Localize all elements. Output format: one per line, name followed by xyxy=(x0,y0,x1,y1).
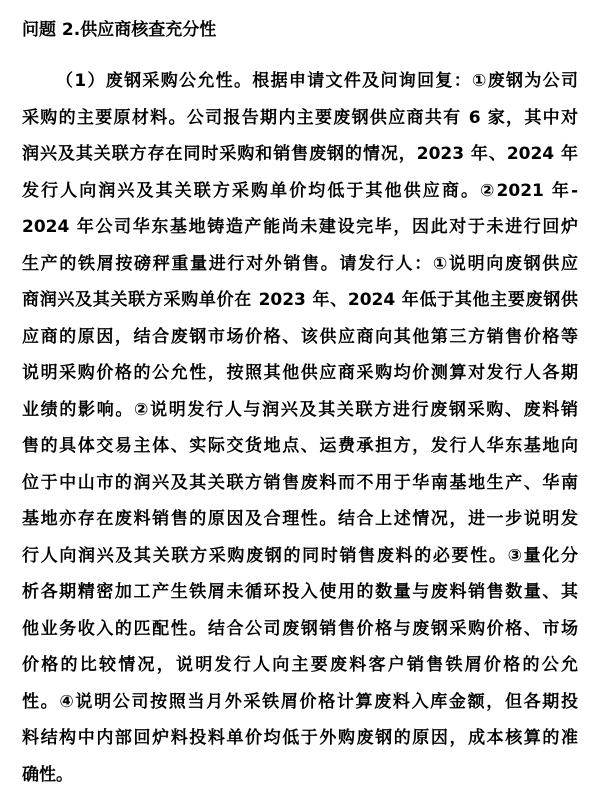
paragraph-line: 商润兴及其关联方采购单价在 2023 年、2024 年低于其他主要废钢供 xyxy=(22,282,578,319)
paragraph-line: 位于中山市的润兴及其关联方销售废料而不用于华南基地生产、华南 xyxy=(22,465,578,502)
paragraph-line: 应商的原因，结合废钢市场价格、该供应商向其他第三方销售价格等 xyxy=(22,319,578,356)
paragraph-line: 说明采购价格的公允性，按照其他供应商采购均价测算对发行人各期 xyxy=(22,355,578,392)
paragraph-line: 析各期精密加工产生铁屑未循环投入使用的数量与废料销售数量、其 xyxy=(22,574,578,611)
paragraph-line: 业绩的影响。②说明发行人与润兴及其关联方进行废钢采购、废料销 xyxy=(22,392,578,429)
question-paragraph xyxy=(22,63,578,793)
paragraph-line: 基地亦存在废料销售的原因及合理性。结合上述情况，进一步说明发 xyxy=(22,501,578,538)
paragraph-line: 采购的主要原材料。公司报告期内主要废钢供应商共有 6 家，其中对 xyxy=(22,100,578,137)
question-heading: 问题 2.供应商核查充分性 xyxy=(22,18,216,42)
paragraph-line: 确性。 xyxy=(22,757,578,793)
paragraph-line: 价格的比较情况，说明发行人向主要废料客户销售铁屑价格的公允 xyxy=(22,647,578,684)
paragraph-line: 生产的铁屑按磅秤重量进行对外销售。请发行人：①说明向废钢供应 xyxy=(22,246,578,283)
paragraph-line: 行人向润兴及其关联方采购废钢的同时销售废料的必要性。③量化分 xyxy=(22,538,578,575)
paragraph-line: （1）废钢采购公允性。根据申请文件及问询回复：①废钢为公司 xyxy=(22,63,578,100)
paragraph-line: 性。④说明公司按照当月外采铁屑价格计算废料入库金额，但各期投 xyxy=(22,684,578,721)
paragraph-line: 售的具体交易主体、实际交货地点、运费承担方，发行人华东基地向 xyxy=(22,428,578,465)
paragraph-line: 2024 年公司华东基地铸造产能尚未建设完毕，因此对于未进行回炉 xyxy=(22,209,578,246)
paragraph-line: 他业务收入的匹配性。结合公司废钢销售价格与废钢采购价格、市场 xyxy=(22,611,578,648)
paragraph-line: 料结构中内部回炉料投料单价均低于外购废钢的原因，成本核算的准 xyxy=(22,720,578,757)
paragraph-line: 润兴及其关联方存在同时采购和销售废钢的情况，2023 年、2024 年 xyxy=(22,136,578,173)
paragraph-line: 发行人向润兴及其关联方采购单价均低于其他供应商。②2021 年- xyxy=(22,173,578,210)
